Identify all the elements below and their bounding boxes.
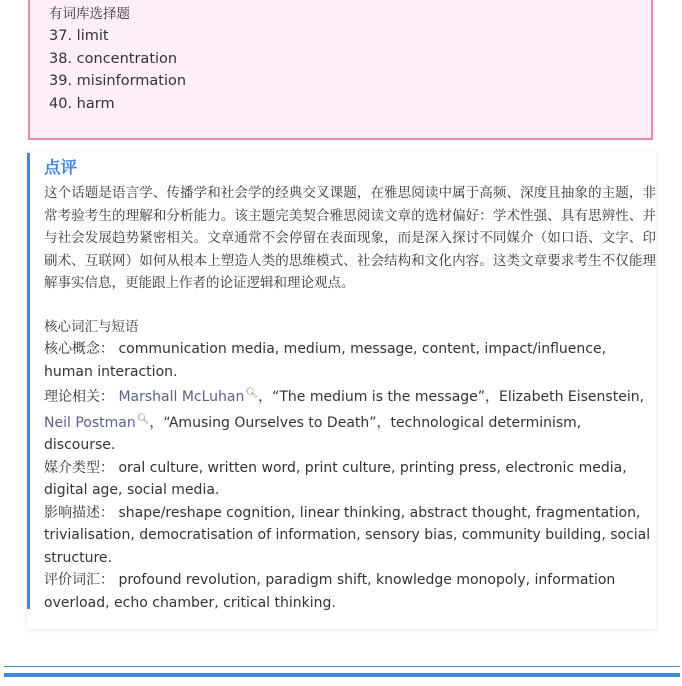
commentary-content	[44, 156, 656, 614]
link-neil-postman[interactable]	[44, 415, 149, 431]
answer-box	[28, 0, 653, 140]
vocab-impact-text: shape/reshape cognition, linear thinking, abstract thought, fragmentation, trivialisation, democratisation of information, sensory bias, community building, social structure.	[44, 504, 651, 566]
vocab-heading: 核心词汇与短语	[44, 318, 139, 335]
vocab-evaluation	[44, 569, 656, 614]
vocab-media-types	[44, 457, 656, 502]
vocab-evaluation-text: profound revolution, paradigm shift, knowledge monopoly, information overload, echo chamber, critical thinking.	[44, 572, 616, 611]
vocab-impact	[44, 502, 656, 570]
vocab-theory-text1: ，“The medium is the message”，Elizabeth Eisenstein,	[258, 389, 645, 405]
commentary-card	[27, 152, 656, 629]
divider-thick	[4, 673, 680, 677]
vocab-core	[44, 338, 656, 383]
vocab-core-text: communication media, medium, message, content, impact/influence, human interaction.	[44, 341, 607, 380]
answer-header: 有词库选择题	[49, 6, 130, 22]
vocab-theory-text2: ，“Amusing Ourselves to Death”，technological determinism, discourse.	[44, 414, 582, 453]
divider-thin	[4, 666, 680, 667]
vocab-impact-label: 影响描述：	[44, 504, 114, 521]
answer-item-39: 39. misinformation	[49, 73, 187, 89]
commentary-paragraph: 这个话题是语言学、传播学和社会学的经典交叉课题，在雅思阅读中属于高频、深度且抽象的主题，非常考验考生的理解和分析能力。该主题完美契合雅思阅读文章的选材偏好：学术性强、具有思辨性、并与社会发展趋势紧密相关。文章通常不会停留在表面现象，而是深入探讨不同媒介（如口语、文字、印刷术、互联网）如何从根本上塑造人类的思维模式、社会结构和文化内容。这类文章要求考生不仅能理解事实信息，更能跟上作者的论证逻辑和理论观点。	[44, 185, 656, 291]
accent-bar	[27, 153, 30, 609]
vocab-core-label: 核心概念：	[44, 341, 114, 357]
magnifier-icon: 🔍︎	[245, 388, 259, 399]
answer-item-40: 40. harm	[49, 95, 115, 112]
vocab-theory-label: 理论相关：	[44, 389, 114, 405]
vocab-evaluation-label: 评价词汇：	[44, 572, 114, 588]
commentary-title: 点评	[44, 158, 77, 177]
magnifier-icon: 🔍︎	[136, 413, 150, 425]
vocab-media-label: 媒介类型：	[44, 459, 114, 476]
vocab-media-text: oral culture, written word, print culture, printing press, electronic media, digital age, social media.	[44, 459, 627, 498]
link-marshall-mcluhan-text: Marshall McLuhan	[118, 389, 245, 405]
answer-item-37: 37. limit	[49, 28, 109, 44]
link-neil-postman-text: Neil Postman	[44, 414, 136, 431]
link-marshall-mcluhan[interactable]	[118, 389, 258, 405]
vocab-theory	[44, 383, 656, 457]
answer-item-38: 38. concentration	[49, 50, 178, 67]
